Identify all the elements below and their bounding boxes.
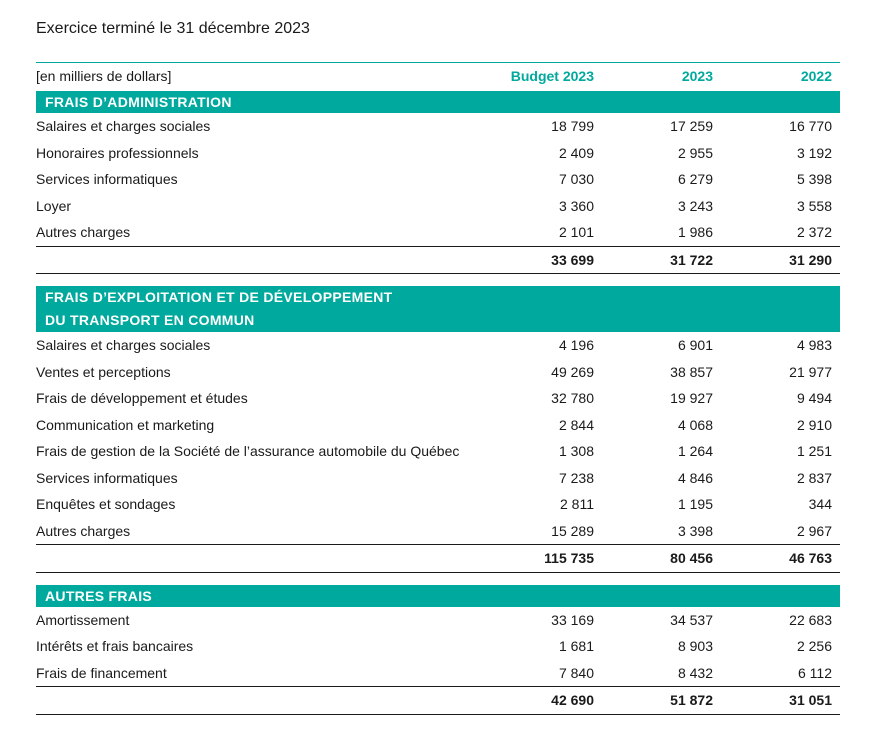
table-row: Loyer 3 360 3 243 3 558 bbox=[36, 197, 832, 214]
table-row: Autres charges 15 289 3 398 2 967 bbox=[36, 522, 832, 539]
table-row: Autres charges 2 101 1 986 2 372 bbox=[36, 224, 832, 240]
section-header-administration: FRAIS D’ADMINISTRATION bbox=[36, 91, 840, 113]
header-2023: 2023 bbox=[681, 68, 713, 84]
table-row: Salaires et charges sociales 4 196 6 901 4 983 bbox=[36, 337, 832, 353]
table-row: Honoraires professionnels 2 409 2 955 3 192 bbox=[36, 144, 832, 161]
table-row: Intérêts et frais bancaires 1 681 8 903 2 256 bbox=[36, 638, 832, 654]
total-row-autres-frais: 42 690 51 872 31 051 bbox=[36, 686, 840, 715]
table-row: Services informatiques 7 238 4 846 2 837 bbox=[36, 469, 832, 486]
expense-table bbox=[36, 62, 840, 715]
table-row: Frais de financement 7 840 8 432 6 112 bbox=[36, 664, 832, 681]
header-budget-2023: Budget 2023 bbox=[510, 68, 594, 84]
section-header-autres-frais: AUTRES FRAIS bbox=[36, 585, 840, 607]
unit-label: [en milliers de dollars] bbox=[36, 68, 172, 84]
header-2022: 2022 bbox=[800, 68, 832, 84]
table-row: Communication et marketing 2 844 4 068 2 910 bbox=[36, 416, 832, 433]
page-title: Exercice terminé le 31 décembre 2023 bbox=[36, 20, 310, 37]
table-row: Frais de développement et études 32 780 19 927 9 494 bbox=[36, 390, 832, 406]
total-row-exploitation: 115 735 80 456 46 763 bbox=[36, 544, 840, 573]
total-row-administration: 33 699 31 722 31 290 bbox=[36, 246, 840, 275]
section-title-line2: DU TRANSPORT EN COMMUN bbox=[45, 312, 255, 328]
section-header-exploitation bbox=[36, 286, 840, 332]
table-header bbox=[36, 62, 840, 91]
table-row: Frais de gestion de la Société de l’assurance automobile du Québec 1 308 1 264 1 251 bbox=[36, 443, 832, 459]
table-row: Services informatiques 7 030 6 279 5 398 bbox=[36, 171, 832, 187]
table-row: Enquêtes et sondages 2 811 1 195 344 bbox=[36, 496, 832, 512]
section-title-line1: FRAIS D’EXPLOITATION ET DE DÉVELOPPEMENT bbox=[45, 289, 393, 305]
table-row: Amortissement 33 169 34 537 22 683 bbox=[36, 611, 832, 628]
table-row: Ventes et perceptions 49 269 38 857 21 977 bbox=[36, 363, 832, 380]
table-row: Salaires et charges sociales 18 799 17 259 16 770 bbox=[36, 118, 832, 134]
